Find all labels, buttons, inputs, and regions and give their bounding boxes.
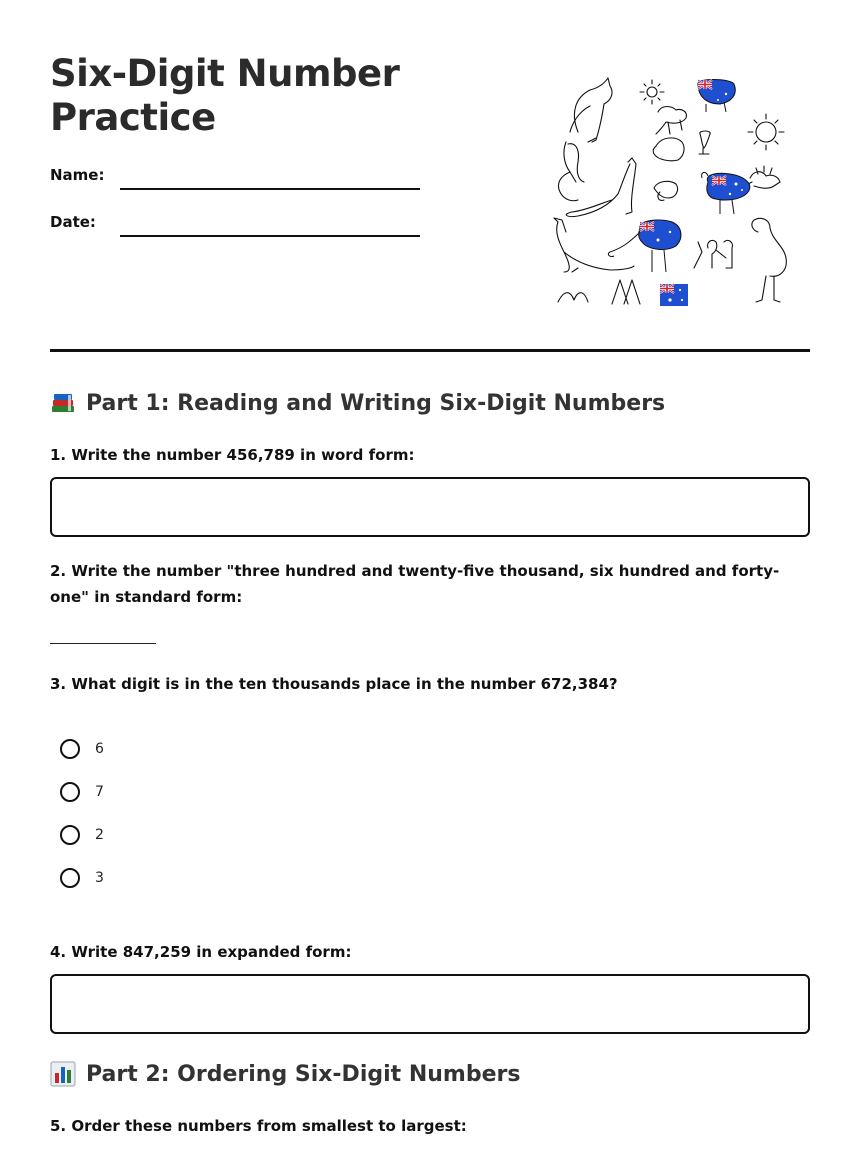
- q3-option-3[interactable]: [60, 825, 104, 845]
- part1-heading: [50, 390, 665, 416]
- q3-option-4[interactable]: [60, 868, 104, 888]
- q1-answer-field[interactable]: [50, 477, 810, 537]
- question-5: 5. Order these numbers from smallest to largest:: [50, 1117, 467, 1135]
- part2-heading: [50, 1061, 520, 1087]
- q3-option-1[interactable]: [60, 739, 104, 759]
- q4-answer-field[interactable]: [50, 974, 810, 1034]
- radio-button[interactable]: [60, 868, 80, 888]
- question-3: 3. What digit is in the ten thousands place in the number 672,384?: [50, 675, 618, 693]
- australian-animals-clipart: [548, 72, 793, 317]
- option-label: 3: [95, 870, 104, 886]
- question-1: 1. Write the number 456,789 in word form:: [50, 446, 415, 464]
- date-field[interactable]: [120, 235, 420, 237]
- name-label: Name:: [50, 166, 105, 184]
- part1-title: Part 1: Reading and Writing Six-Digit Numbers: [86, 390, 666, 416]
- radio-button[interactable]: [60, 739, 80, 759]
- page-title: Six-Digit Number Practice: [50, 52, 400, 139]
- date-label: Date:: [50, 213, 96, 231]
- header-divider: [50, 349, 810, 352]
- option-label: 7: [95, 784, 104, 800]
- radio-button[interactable]: [60, 825, 80, 845]
- option-label: 6: [95, 741, 104, 757]
- part2-title: Part 2: Ordering Six-Digit Numbers: [86, 1061, 521, 1087]
- q2-answer-blank[interactable]: [50, 643, 156, 644]
- question-4: 4. Write 847,259 in expanded form:: [50, 943, 352, 961]
- bar-chart-icon: [50, 1061, 76, 1087]
- option-label: 2: [95, 827, 104, 843]
- q3-option-2[interactable]: [60, 782, 104, 802]
- question-2: 2. Write the number "three hundred and twenty-five thousand, six hundred and forty-one" in standard form:: [50, 562, 780, 606]
- books-icon: [50, 390, 76, 416]
- name-field[interactable]: [120, 188, 420, 190]
- radio-button[interactable]: [60, 782, 80, 802]
